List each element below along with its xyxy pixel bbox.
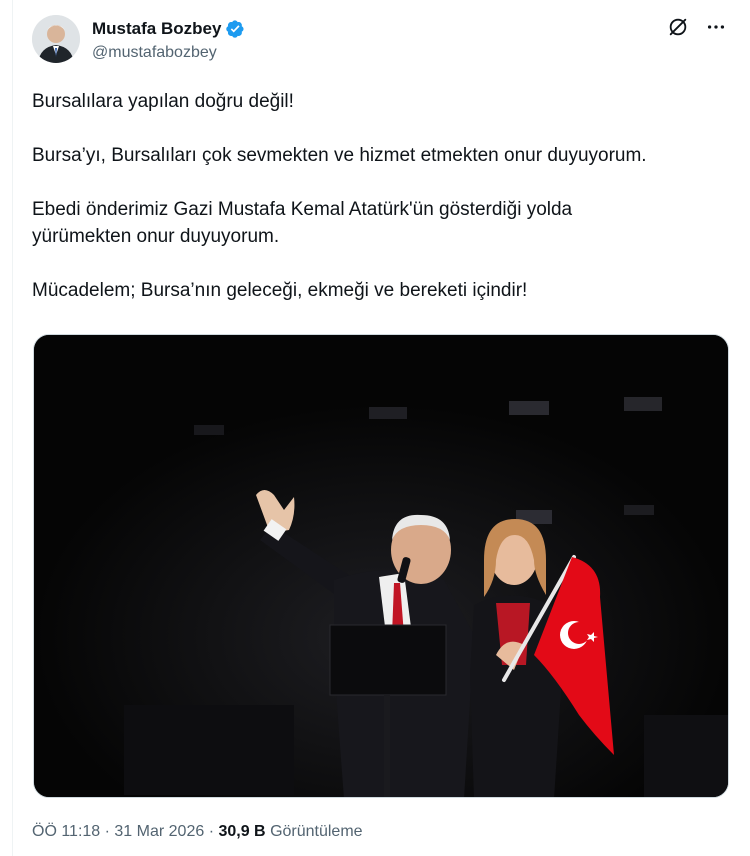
header-actions [666, 15, 728, 39]
tweet-text [32, 88, 732, 304]
author-handle[interactable]: @mustafabozbey [92, 44, 217, 61]
tweet-line [32, 250, 732, 277]
tweet-line: Mücadelem; Bursa’nın geleceği, ekmeği ve bereketi içindir! [32, 280, 528, 301]
verified-badge-icon[interactable] [225, 19, 245, 39]
grok-slash-icon[interactable] [666, 15, 690, 39]
meta-separator: · [100, 823, 115, 840]
more-horizontal-icon[interactable] [704, 15, 728, 39]
author-display-name[interactable]: Mustafa Bozbey [92, 19, 222, 38]
tweet-time[interactable]: ÖÖ 11:18 [32, 823, 101, 840]
author-avatar[interactable] [32, 15, 80, 63]
tweet-line: yürümekten onur duyuyorum. [32, 226, 280, 247]
tweet-meta [32, 821, 363, 843]
view-count: 30,9 B [218, 823, 266, 840]
tweet-line: Bursa’yı, Bursalıları çok sevmekten ve hizmet etmekten onur duyuyorum. [32, 145, 647, 166]
tweet-line: Bursalılara yapılan doğru değil! [32, 91, 294, 112]
author-display-row[interactable] [92, 18, 245, 40]
author-names [92, 18, 245, 64]
tweet-photo[interactable] [33, 334, 729, 798]
meta-separator: · [204, 823, 219, 840]
tweet-line [32, 115, 732, 142]
tweet-line [32, 169, 732, 196]
tweet-line: Ebedi önderimiz Gazi Mustafa Kemal Atatürk'ün gösterdiği yolda [32, 199, 573, 220]
tweet-header [32, 15, 732, 67]
tweet-date[interactable]: 31 Mar 2026 [114, 823, 205, 840]
views-label: Görüntüleme [270, 823, 363, 840]
